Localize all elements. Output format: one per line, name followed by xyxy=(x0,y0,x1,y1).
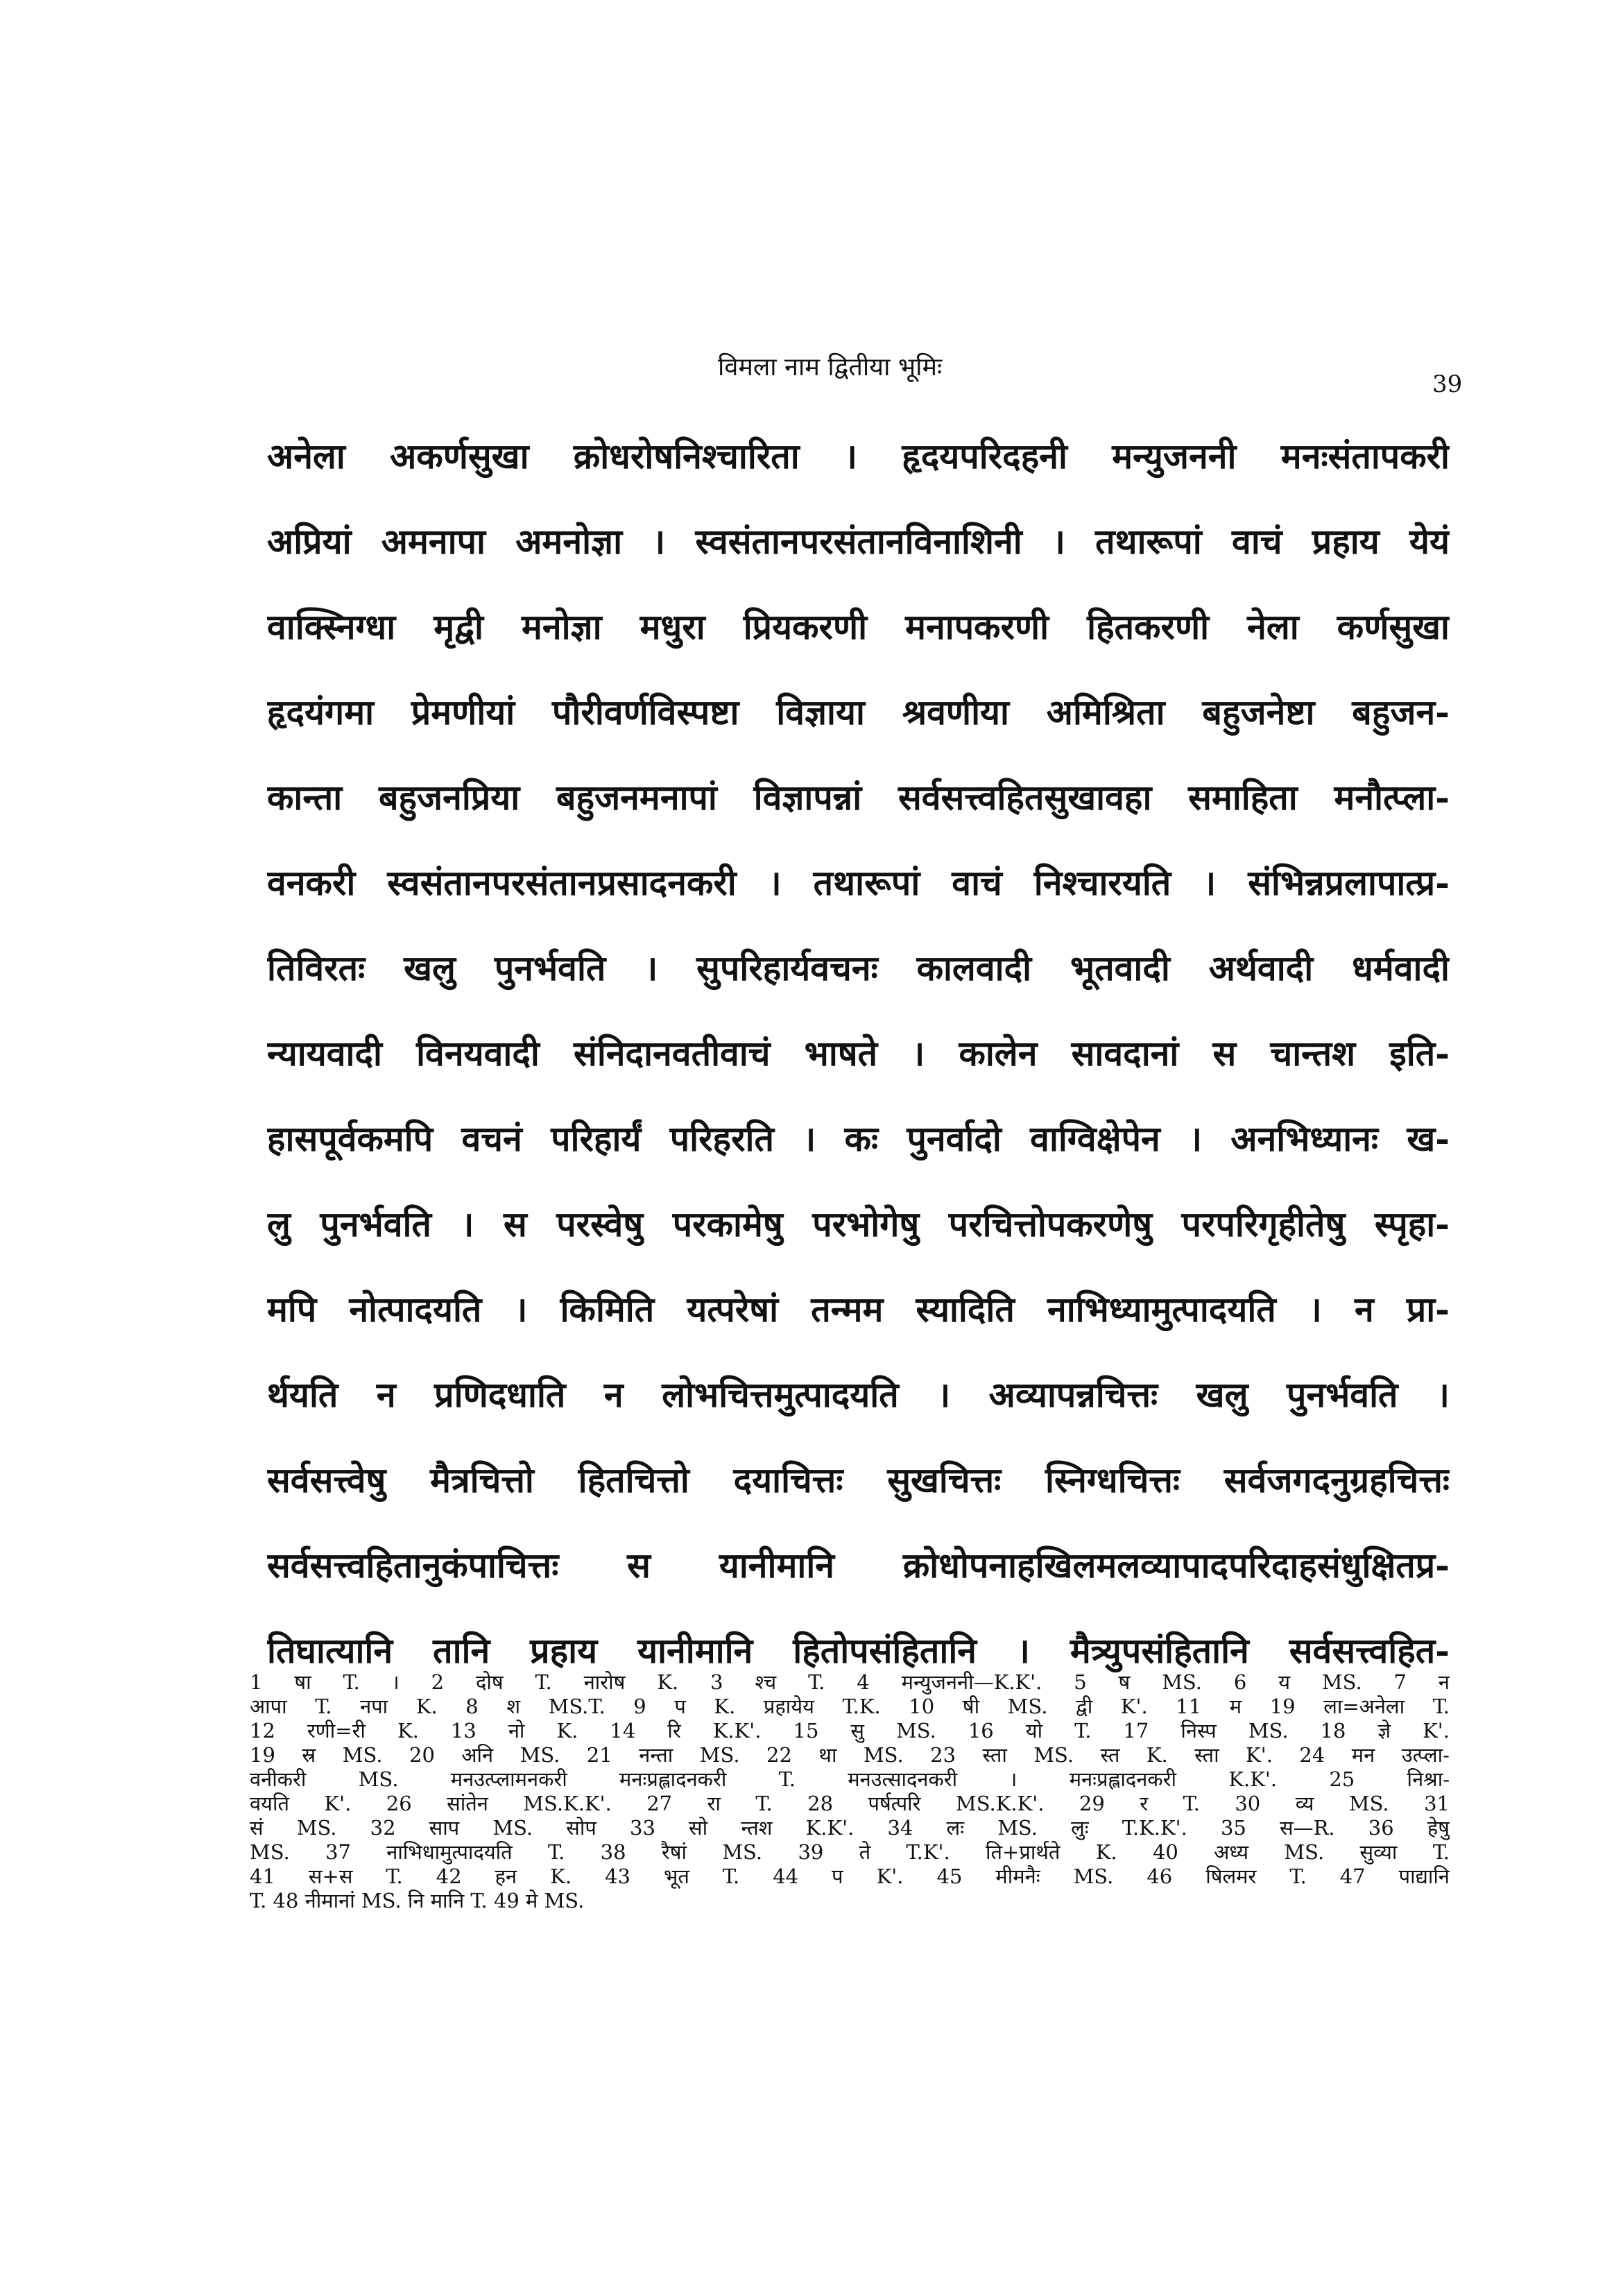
footnotes xyxy=(250,1670,1450,1913)
text-line: मपि नोत्पादयति । किमिति यत्परेषां तन्मम स्यादिति नाभिध्यामुत्पादयति । न प्रा- xyxy=(267,1289,1450,1330)
footnote-line: 19 स्र MS. 20 अनि MS. 21 नन्ता MS. 22 था MS. 23 स्ता MS. स्त K. स्ता K'. 24 मन उत्प्ला- xyxy=(250,1743,1450,1767)
footnote-line: वनीकरी MS. मनउत्प्लामनकरी मनःप्रह्लादनकरी T. मनउत्सादनकरी । मनःप्रह्लादनकरी K.K'. 25 निश्रा- xyxy=(250,1767,1450,1791)
text-line: कान्ता बहुजनप्रिया बहुजनमनापां विज्ञापन्नां सर्वसत्त्वहितसुखावहा समाहिता मनौत्प्ला- xyxy=(267,777,1450,818)
footnote-line: सं MS. 32 साप MS. सोप 33 सो न्तश K.K'. 34 लः MS. लुः T.K.K'. 35 स—R. 36 हेषु xyxy=(250,1816,1450,1840)
running-title: विमला नाम द्वितीया भूमिः xyxy=(718,353,943,382)
text-line: तिविरतः खलु पुनर्भवति । सुपरिहार्यवचनः कालवादी भूतवादी अर्थवादी धर्मवादी xyxy=(267,948,1450,988)
text-line: अनेला अकर्णसुखा क्रोधरोषनिश्चारिता । हृदयपरिदहनी मन्युजननी मनःसंतापकरी xyxy=(267,436,1450,477)
text-line: हासपूर्वकमपि वचनं परिहार्यं परिहरति । कः पुनर्वादो वाग्विक्षेपेन । अनभिध्यानः ख- xyxy=(267,1118,1450,1159)
text-line: वाक्स्निग्धा मृद्वी मनोज्ञा मधुरा प्रियकरणी मनापकरणी हितकरणी नेला कर्णसुखा xyxy=(267,606,1450,647)
text-line: हृदयंगमा प्रेमणीयां पौरीवर्णविस्पष्टा विज्ञाया श्रवणीया अमिश्रिता बहुजनेष्टा बहुजन- xyxy=(267,692,1450,733)
footnote-line: T. 48 नीमानां MS. नि मानि T. 49 मे MS. xyxy=(250,1889,585,1912)
text-line: अप्रियां अमनापा अमनोज्ञा । स्वसंतानपरसंतानविनाशिनी । तथारूपां वाचं प्रहाय येयं xyxy=(267,521,1450,562)
footnote-line: आपा T. नपा K. 8 श MS.T. 9 प K. प्रहायेय T.K. 10 षी MS. द्वी K'. 11 म 19 ला=अनेला T. xyxy=(250,1695,1450,1718)
page-number: 39 xyxy=(1432,370,1463,398)
main-text xyxy=(267,413,1450,1693)
footnote-line: वयति K'. 26 सांतेन MS.K.K'. 27 रा T. 28 पर्षत्परि MS.K.K'. 29 र T. 30 व्य MS. 31 xyxy=(250,1792,1450,1815)
text-line: सर्वसत्त्वहितानुकंपाचित्तः स यानीमानि क्रोधोपनाहखिलमलव्यापादपरिदाहसंधुक्षितप्र- xyxy=(267,1545,1450,1586)
text-line: लु पुनर्भवति । स परस्वेषु परकामेषु परभोगेषु परचित्तोपकरणेषु परपरिगृहीतेषु स्पृहा- xyxy=(267,1203,1450,1244)
text-line: न्यायवादी विनयवादी संनिदानवतीवाचं भाषते । कालेन सावदानां स चान्तश इति- xyxy=(267,1033,1450,1074)
text-line: सर्वसत्त्वेषु मैत्रचित्तो हितचित्तो दयाचित्तः सुखचित्तः स्निग्धचित्तः सर्वजगदनुग्रहचित्तः xyxy=(267,1459,1450,1500)
footnote-line: 41 स+स T. 42 हन K. 43 भूत T. 44 प K'. 45 मीमनैः MS. 46 षिलमर T. 47 पाद्यानि xyxy=(250,1865,1450,1888)
footnote-line: MS. 37 नाभिधामुत्पादयति T. 38 रैषां MS. 39 ते T.K'. ति+प्रार्थते K. 40 अध्य MS. सुव्या T. xyxy=(250,1840,1450,1864)
text-line: वनकरी स्वसंतानपरसंतानप्रसादनकरी । तथारूपां वाचं निश्चारयति । संभिन्नप्रलापात्प्र- xyxy=(267,862,1450,903)
footnote-line: 1 षा T. । 2 दोष T. नारोष K. 3 श्च T. 4 मन्युजननी—K.K'. 5 ष MS. 6 य MS. 7 न xyxy=(250,1670,1450,1694)
text-line: तिघात्यानि तानि प्रहाय यानीमानि हितोपसंहितानि । मैत्र्युपसंहितानि सर्वसत्त्वहित- xyxy=(267,1630,1450,1671)
footnote-line: 12 रणी=री K. 13 नो K. 14 रि K.K'. 15 सु MS. 16 यो T. 17 निस्प MS. 18 ज्ञे K'. xyxy=(250,1719,1450,1742)
text-line: र्थयति न प्रणिदधाति न लोभचित्तमुत्पादयति । अव्यापन्नचित्तः खलु पुनर्भवति । xyxy=(267,1374,1450,1415)
